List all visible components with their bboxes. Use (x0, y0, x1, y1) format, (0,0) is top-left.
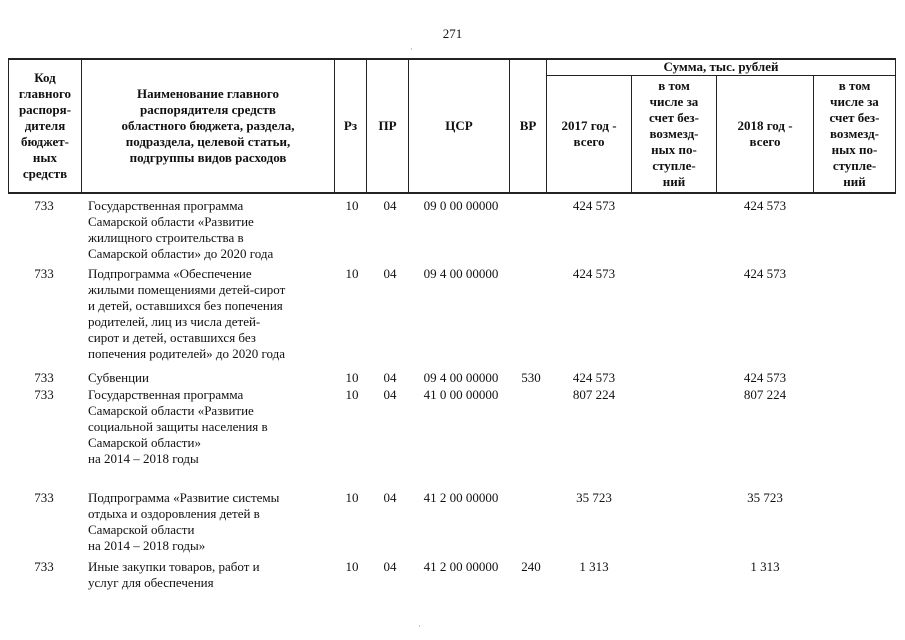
row-rz: 10 (345, 490, 359, 505)
row-sum-2017: 424 573 (572, 370, 616, 385)
row-sum-2018: 1 313 (750, 559, 780, 574)
row-name: Подпрограмма «Обеспечение жилыми помещениями детей-сирот и детей, оставшихся без попечения родителей, лиц из числа детей- сирот и детей, оставшихся без попечения родителей» до 2020 года (88, 266, 286, 361)
row-sum-2017: 35 723 (576, 490, 612, 505)
row-sum-2018: 424 573 (743, 266, 787, 281)
row-sum-2017: 424 573 (572, 198, 616, 213)
header-incl-2018: в том числе за счет без- возмезд- ных по- ступле- ний (829, 78, 880, 189)
row-pr: 04 (383, 370, 397, 385)
header-sum: Сумма, тыс. рублей (663, 58, 779, 74)
scan-speck: · (410, 44, 413, 54)
header-rz: Рз (343, 118, 358, 133)
row-sum-2018: 424 573 (743, 198, 787, 213)
scan-speck: · (418, 621, 421, 631)
row-vr: 530 (521, 370, 541, 385)
row-sum-2018: 807 224 (743, 387, 787, 402)
header-csr: ЦСР (445, 118, 473, 133)
row-csr: 41 2 00 00000 (423, 490, 499, 505)
header-name: Наименование главного распорядителя средств областного бюджета, раздела, подраздела, целевой статьи, подгруппы видов расходов (121, 86, 295, 165)
row-sum-2017: 1 313 (579, 559, 609, 574)
row-vr: 240 (521, 559, 541, 574)
row-name: Иные закупки товаров, работ и услуг для обеспечения (88, 559, 260, 590)
row-sum-2017: 424 573 (572, 266, 616, 281)
row-rz: 10 (345, 387, 359, 402)
col-divider (895, 58, 896, 194)
page-number: 271 (442, 26, 463, 41)
row-code: 733 (34, 370, 54, 385)
row-code: 733 (34, 266, 54, 281)
header-bottom-border (8, 192, 896, 194)
row-rz: 10 (345, 559, 359, 574)
table-header (8, 58, 896, 194)
header-vr: ВР (519, 118, 537, 133)
row-sum-2018: 424 573 (743, 370, 787, 385)
row-code: 733 (34, 198, 54, 213)
row-rz: 10 (345, 198, 359, 213)
row-code: 733 (34, 559, 54, 574)
row-csr: 09 4 00 00000 (423, 370, 499, 385)
row-code: 733 (34, 490, 54, 505)
row-pr: 04 (383, 198, 397, 213)
row-csr: 41 0 00 00000 (423, 387, 499, 402)
row-name: Подпрограмма «Развитие системы отдыха и оздоровления детей в Самарской области на 2014 – 2018 годы» (88, 490, 280, 553)
row-csr: 09 0 00 00000 (423, 198, 499, 213)
row-sum-2018: 35 723 (747, 490, 783, 505)
header-2018: 2018 год - всего (737, 118, 793, 149)
row-code: 733 (34, 387, 54, 402)
header-code: Код главного распоря- дителя бюджет- ных средств (18, 70, 72, 181)
header-incl-2017: в том числе за счет без- возмезд- ных по- ступле- ний (649, 78, 699, 189)
row-name: Государственная программа Самарской области «Развитие жилищного строительства в Самарской области» до 2020 года (88, 198, 274, 261)
row-name: Субвенции (88, 370, 149, 385)
row-sum-2017: 807 224 (572, 387, 616, 402)
row-name: Государственная программа Самарской области «Развитие социальной защиты населения в Самарской области» на 2014 – 2018 годы (88, 387, 268, 466)
row-pr: 04 (383, 490, 397, 505)
row-csr: 41 2 00 00000 (423, 559, 499, 574)
row-pr: 04 (383, 266, 397, 281)
header-pr: ПР (378, 118, 397, 133)
row-rz: 10 (345, 370, 359, 385)
row-csr: 09 4 00 00000 (423, 266, 499, 281)
row-pr: 04 (383, 387, 397, 402)
row-pr: 04 (383, 559, 397, 574)
row-rz: 10 (345, 266, 359, 281)
header-2017: 2017 год - всего (561, 118, 617, 149)
